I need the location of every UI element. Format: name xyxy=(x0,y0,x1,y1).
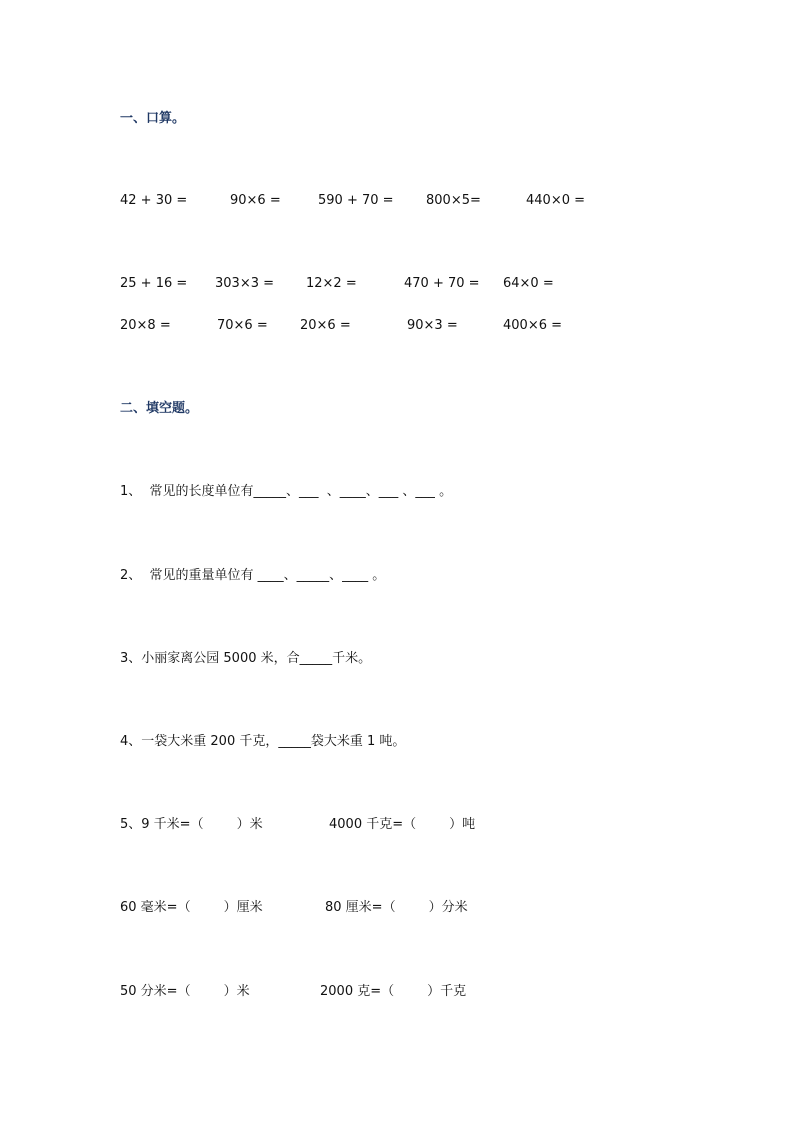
calc-item: 90×3 = xyxy=(407,318,458,333)
fill-question-3: 3、小丽家离公园 5000 米，合_____千米。 xyxy=(120,651,372,666)
calc-item: 400×6 = xyxy=(503,318,563,333)
calc-item: 303×3 = xyxy=(215,276,275,291)
fill-question-2: 2、 常见的重量单位有 ____、_____、____ 。 xyxy=(120,568,386,583)
fill-question-1: 1、 常见的长度单位有_____、___ 、____、___ 、___ 。 xyxy=(120,484,453,499)
calc-item: 12×2 = xyxy=(306,276,357,291)
conversion-item: 60 毫米=（ ）厘米 xyxy=(120,900,263,915)
conversion-item: 2000 克=（ ）千克 xyxy=(320,984,467,999)
conversion-item: 80 厘米=（ ）分米 xyxy=(325,900,468,915)
conversion-item: 5、9 千米=（ ）米 xyxy=(120,817,263,832)
calc-item: 64×0 = xyxy=(503,276,554,291)
section2-heading: 二、填空题。 xyxy=(120,401,199,416)
calc-item: 800×5= xyxy=(426,193,481,208)
calc-item: 470 + 70 = xyxy=(404,276,480,291)
calc-item: 25 + 16 = xyxy=(120,276,188,291)
section1-heading: 一、口算。 xyxy=(120,111,186,126)
calc-item: 440×0 = xyxy=(526,193,586,208)
calc-item: 70×6 = xyxy=(217,318,268,333)
calc-item: 590 + 70 = xyxy=(318,193,394,208)
calc-item: 20×8 = xyxy=(120,318,171,333)
calc-item: 90×6 = xyxy=(230,193,281,208)
calc-item: 20×6 = xyxy=(300,318,351,333)
fill-question-4: 4、一袋大米重 200 千克，_____袋大米重 1 吨。 xyxy=(120,734,406,749)
calc-item: 42 + 30 = xyxy=(120,193,188,208)
conversion-item: 50 分米=（ ）米 xyxy=(120,984,250,999)
conversion-item: 4000 千克=（ ）吨 xyxy=(329,817,476,832)
